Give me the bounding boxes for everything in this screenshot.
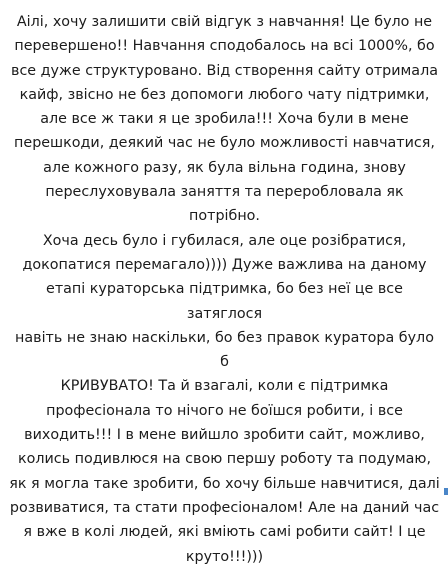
corner-accent — [444, 488, 448, 495]
message-text: Аілі, хочу залишити свій відгук з навчання! Це було не перевершено!! Навчання сподобалось на всі 1000%, бо все дуже структуровано. Від створення сайту отримала кайф, звісно не без допомоги любого чату підтримки, але все ж таки я це зробила!!! Хоча були в мене перешкоди, деякий час не було можливості навчатися, але кожного разу, як була вільна година, знову переслуховувала заняття та переробловала як потрібно. Хоча десь було і губилася, але оце розібратися, докопатися перемагало)))) Дуже важлива на даному етапі кураторська підтримка, бо без неї це все затяглося навіть не знаю наскільки, бо без правок куратора було б КРИВУВАТО! Та й взагалі, коли є підтримка професіонала то нічого не боїшся робити, і все виходить!!! І в мене вийшло зробити сайт, можливо, колись подивлюся на свою першу роботу та подумаю, як я могла таке зробити, бо хочу більше навчитися, далі розвиватися, та стати професіоналом! Але на даний час я вже в колі людей, які вміють самі робити сайт! І це круто!!!))) — [9, 14, 440, 565]
